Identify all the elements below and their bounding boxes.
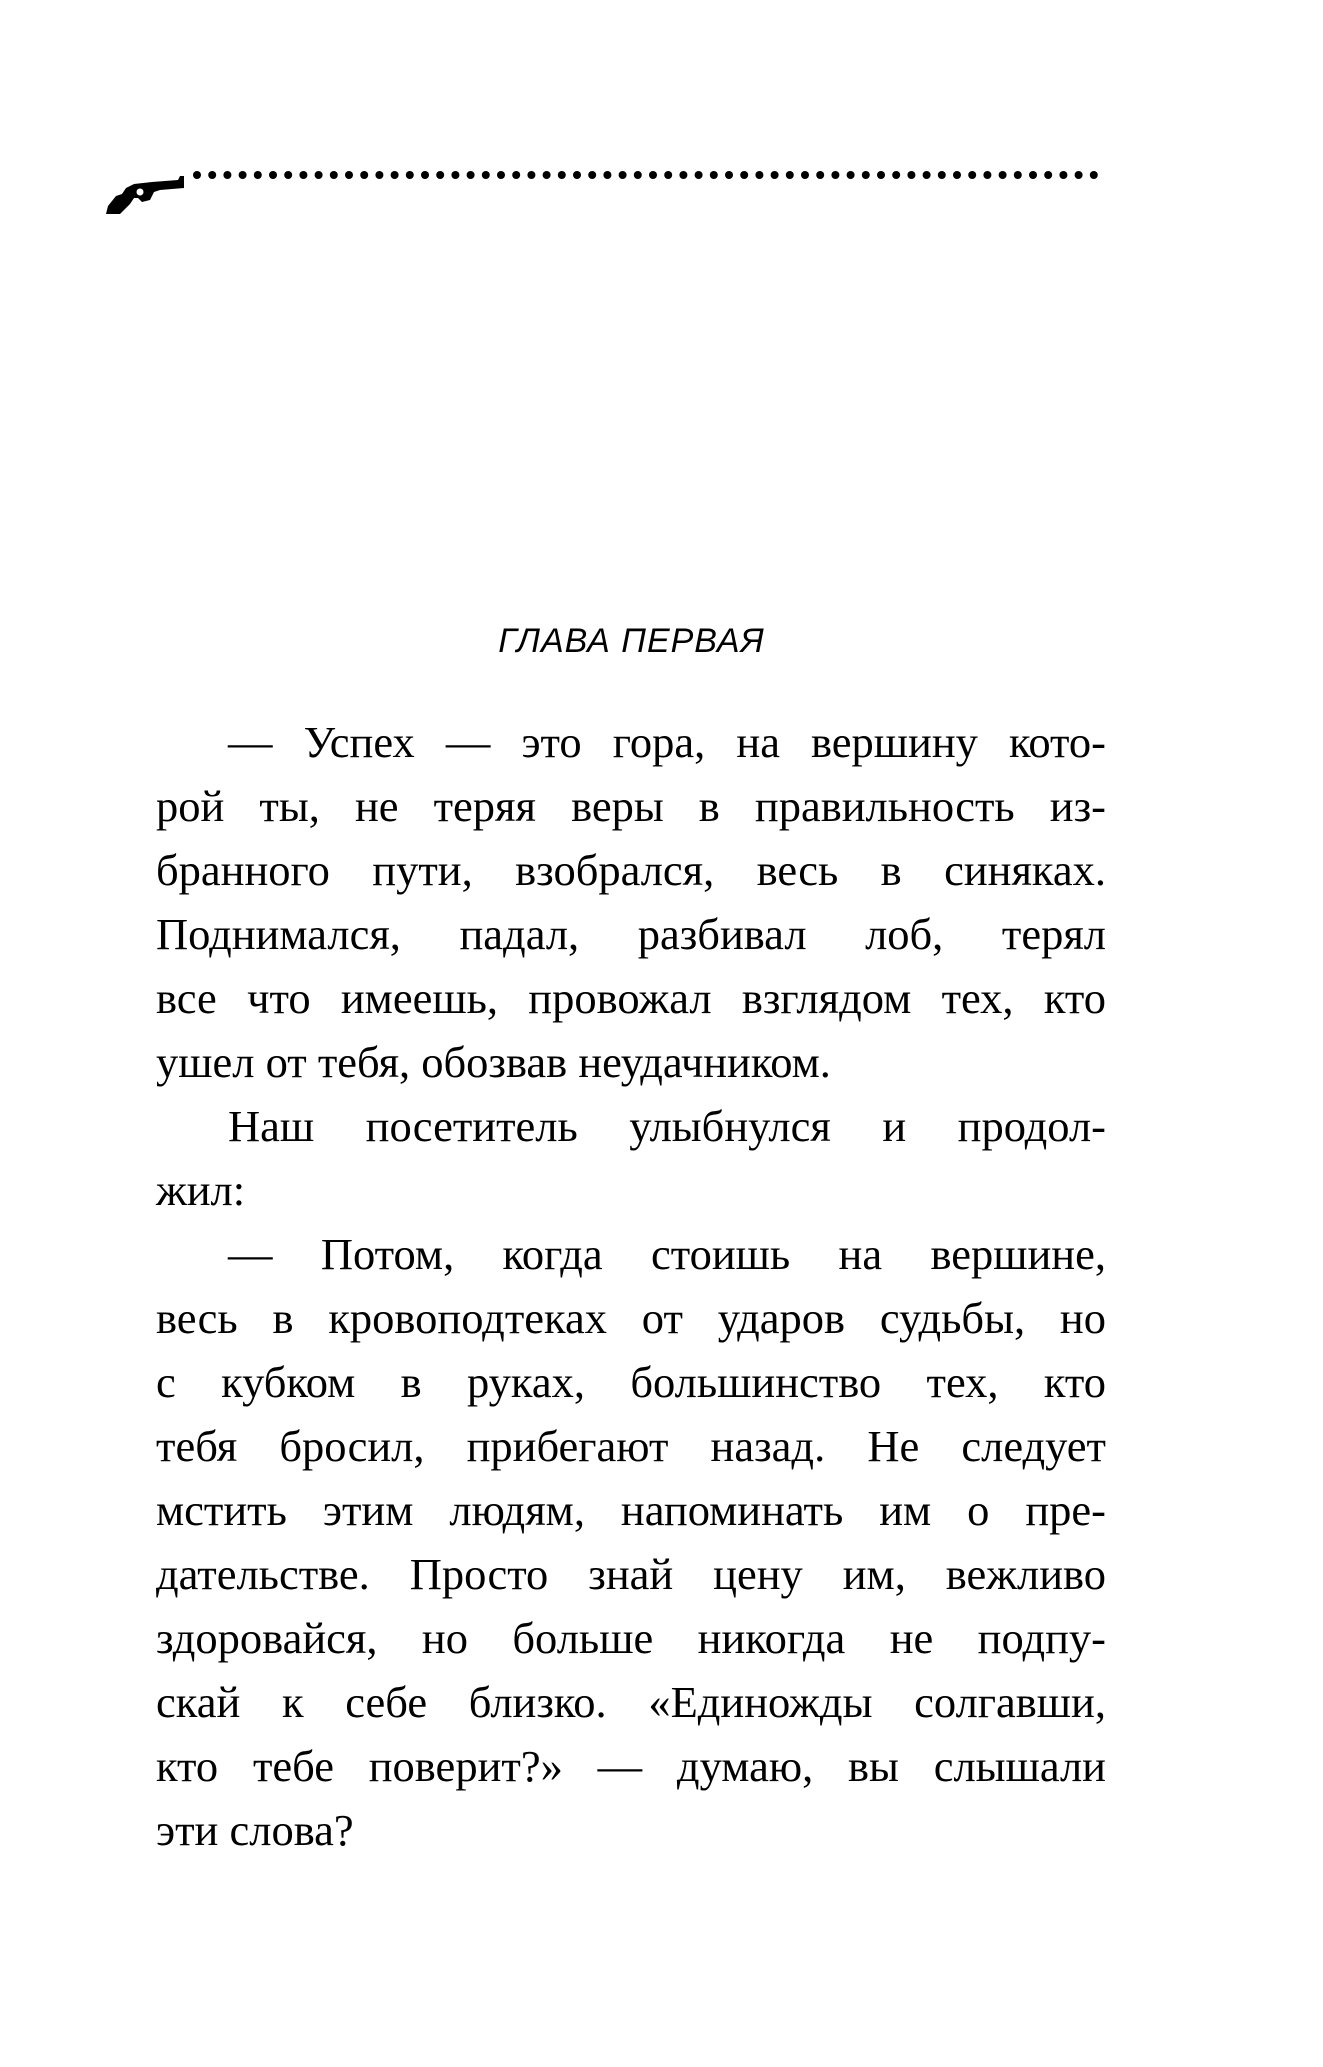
rule-dot [619,171,627,179]
rule-dot [1090,171,1098,179]
chapter-title: ГЛАВА ПЕРВАЯ [498,622,765,660]
text-line: кто тебе поверит?» — думаю, вы слышали [156,1741,1106,1791]
text-line: все что имеешь, провожал взглядом тех, кто [156,973,1106,1023]
text-line: Наш посетитель улыбнулся и продол- [228,1101,1106,1151]
rule-dot [223,171,231,179]
rule-dot [269,171,277,179]
rule-dot [649,171,657,179]
rule-dot [725,171,733,179]
rule-dot [1029,171,1037,179]
text-line: эти слова? [156,1805,354,1855]
rule-dot [771,171,779,179]
rule-dot [451,171,459,179]
rule-dot [847,171,855,179]
rule-dot [360,171,368,179]
rule-dot [573,171,581,179]
rule-dot [558,171,566,179]
rule-dot [907,171,915,179]
text-line: жил: [156,1165,246,1215]
rule-dot [254,171,262,179]
rule-dot [755,171,763,179]
rule-dot [284,171,292,179]
rule-dot [315,171,323,179]
text-line: — Потом, когда стоишь на вершине, [228,1229,1106,1279]
rule-dot [345,171,353,179]
rule-dot [892,171,900,179]
rule-dot [664,171,672,179]
rule-dot [679,171,687,179]
rule-dot [1014,171,1022,179]
rule-dot [1075,171,1083,179]
revolver-icon [104,170,184,218]
rule-dot [695,171,703,179]
text-line: скай к себе близко. «Единожды солгавши, [156,1677,1106,1727]
rule-dot [193,171,201,179]
rule-dot [239,171,247,179]
text-line: рой ты, не теряя веры в правильность из- [156,781,1106,831]
rule-dot [208,171,216,179]
rule-dot [968,171,976,179]
rule-dot [512,171,520,179]
text-line: тебя бросил, прибегают назад. Не следует [156,1421,1106,1471]
text-line: здоровайся, но больше никогда не подпу- [156,1613,1106,1663]
body-text [156,710,1106,1862]
rule-dot [831,171,839,179]
rule-dot [467,171,475,179]
rule-dot [1059,171,1067,179]
text-line: с кубком в руках, большинство тех, кто [156,1357,1106,1407]
rule-dot [375,171,383,179]
text-line: весь в кровоподтеках от ударов судьбы, но [156,1293,1106,1343]
text-line: дательстве. Просто знай цену им, вежливо [156,1549,1106,1599]
rule-dot [953,171,961,179]
rule-dot [923,171,931,179]
rule-dot [999,171,1007,179]
rule-dot [1044,171,1052,179]
rule-dot [710,171,718,179]
dotted-rule [192,160,1114,190]
rule-dot [436,171,444,179]
rule-dot [391,171,399,179]
text-line: Поднимался, падал, разбивал лоб, терял [156,909,1106,959]
rule-dot [482,171,490,179]
text-line: — Успех — это гора, на вершину кото- [228,717,1106,767]
page-header [104,160,1114,220]
rule-dot [497,171,505,179]
rule-dot [634,171,642,179]
rule-dot [543,171,551,179]
rule-dot [740,171,748,179]
rule-dot [603,171,611,179]
rule-dot [983,171,991,179]
rule-dot [877,171,885,179]
text-line: мстить этим людям, напоминать им о пре- [156,1485,1106,1535]
rule-dot [801,171,809,179]
rule-dot [786,171,794,179]
rule-dot [588,171,596,179]
rule-dot [816,171,824,179]
text-line: бранного пути, взобрался, весь в синяках. [156,845,1106,895]
rule-dot [862,171,870,179]
rule-dot [527,171,535,179]
rule-dot [330,171,338,179]
rule-dot [421,171,429,179]
rule-dot [406,171,414,179]
rule-dot [299,171,307,179]
rule-dot [938,171,946,179]
text-line: ушел от тебя, обозвав неудачником. [156,1037,831,1087]
